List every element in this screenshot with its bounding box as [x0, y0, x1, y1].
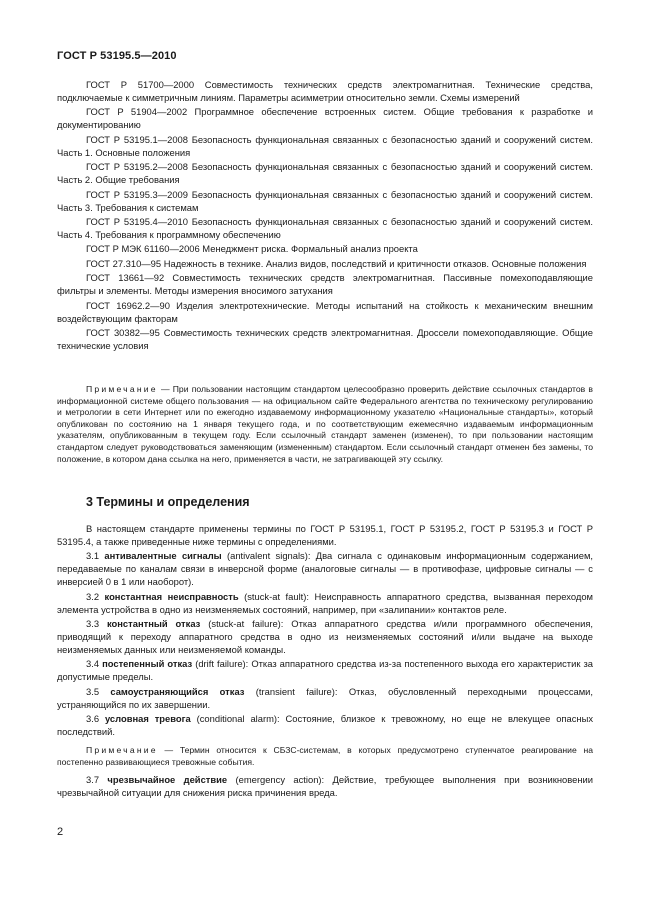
term-name: самоустраняющийся отказ [110, 685, 245, 697]
reference-item: ГОСТ Р 53195.1—2008 Безопасность функциональная связанных с безопасностью зданий и сооружений систем. Часть 1. Основные положения [57, 133, 593, 158]
reference-item: ГОСТ Р 53195.3—2009 Безопасность функциональная связанных с безопасностью зданий и сооружений систем. Часть 3. Требования к системам [57, 188, 593, 213]
term-name: антивалентные сигналы [104, 550, 222, 562]
term-entry: 3.6 условная тревога (conditional alarm): Состояние, близкое к тревожному, но еще не влекущее опасных последствий. [57, 713, 594, 738]
term-entry: 3.4 постепенный отказ (drift failure): Отказ аппаратного средства из-за постепенного выхода его характеристик за допустимые пределы. [57, 658, 593, 683]
term-name: константная неисправность [104, 590, 239, 602]
note-label: Примечание [86, 384, 158, 394]
term-entry: 3.7 чрезвычайное действие (emergency action): Действие, требующее выполнения при возникновении чрезвычайной ситуации для снижения риска причинения вреда. [57, 774, 594, 799]
term-entry: 3.5 самоустраняющийся отказ (transient failure): Отказ, обусловленный переходными процессами, устраняющийся по их завершении. [57, 685, 594, 710]
reference-item: ГОСТ Р 53195.4—2010 Безопасность функциональная связанных с безопасностью зданий и сооружений систем. Часть 4. Требования к программному обеспечению [57, 216, 593, 240]
note-text: — При пользовании настоящим стандартом целесообразно проверить действие ссылочных стандартов в информационной системе общего пользования — на официальном сайте Федерального агентства по техническому регулированию и метрологии в сети Интернет или по ежегодно издаваемому информационному указателю «Национальные стандарты», который опубликован по состоянию на 1 января текущего года, и по соответствующим ежемесячно издаваемым информационным указателям, опубликованным в текущем году. Если ссылочный стандарт заменен (изменен), то при пользовании настоящим стандартом следует руководствоваться заменяющим (измененным) стандартом. Если ссылочный стандарт отменен без замены, то положение, в котором дана ссылка на него, применяется в части, не затрагивающей эту ссылку. [57, 384, 593, 464]
page-number: 2 [57, 826, 64, 838]
section-title: 3 Термины и определения [86, 495, 250, 509]
reference-item: ГОСТ Р МЭК 61160—2006 Менеджмент риска. Формальный анализ проекта [86, 243, 418, 255]
reference-item: ГОСТ 16962.2—90 Изделия электротехнические. Методы испытаний на стойкость к механическим внешним воздействующим факторам [57, 299, 593, 324]
term-note [57, 745, 593, 768]
reference-item: ГОСТ Р 53195.2—2008 Безопасность функциональная связанных с безопасностью зданий и сооружений систем. Часть 2. Общие требования [57, 161, 593, 186]
term-name: чрезвычайное действие [107, 774, 228, 786]
references-note [57, 384, 593, 465]
term-name: постепенный отказ [102, 658, 193, 670]
reference-item: ГОСТ 13661—92 Совместимость технических средств электромагнитная. Пассивные помехоподавляющие фильтры и элементы. Методы измерения вносимого затухания [57, 272, 593, 297]
reference-item: ГОСТ 30382—95 Совместимость технических средств электромагнитная. Дроссели помехоподавляющие. Общие технические условия [57, 327, 593, 352]
reference-item: ГОСТ 27.310—95 Надежность в технике. Анализ видов, последствий и критичности отказов. Основные положения [86, 257, 587, 269]
term-entry: 3.3 константный отказ (stuck-at failure): Отказ аппаратного средства и/или программного обеспечения, приводящий к переходу аппаратного средства в одно из неизменяемых состояний и/или выдаче на выходе неизменяемых данных или неизменяемой команды. [57, 618, 593, 655]
reference-item: ГОСТ Р 51904—2002 Программное обеспечение встроенных систем. Общие требования к разработке и документированию [57, 106, 593, 131]
section-intro: В настоящем стандарте применены термины по ГОСТ Р 53195.1, ГОСТ Р 53195.2, ГОСТ Р 53195.3 и ГОСТ Р 53195.4, а также приведенные ниже термины с определениями. [57, 523, 593, 547]
terms-section [57, 523, 593, 802]
note-label: Примечание [86, 745, 158, 756]
note-text: — Термин относится к СБЗС-системам, в которых предусмотрено ступенчатое реагирование на постепенно развивающиеся тревожные события. [57, 745, 593, 767]
term-name: условная тревога [104, 713, 191, 725]
reference-item: ГОСТ Р 51700—2000 Совместимость технических средств электромагнитная. Технические средства, подключаемые к симметричным линиям. Параметры асимметрии относительно земли. Схемы измерений [57, 79, 593, 103]
document-header: ГОСТ Р 53195.5—2010 [57, 50, 177, 62]
term-name: константный отказ [106, 618, 201, 630]
normative-references [57, 79, 593, 355]
term-entry: 3.2 константная неисправность (stuck-at fault): Неисправность аппаратного средства, вызванная переходом элемента устройства в одно из неизменяемых состояний, например, при «залипании» контактов реле. [57, 590, 593, 615]
term-entry: 3.1 антивалентные сигналы (antivalent signals): Два сигнала с одинаковым информационным содержанием, передаваемые по каналам связи в инверсной форме (аналоговые сигналы — в противофазе, цифровые сигналы — с инверсией 0 в 1 или наоборот). [57, 550, 594, 588]
